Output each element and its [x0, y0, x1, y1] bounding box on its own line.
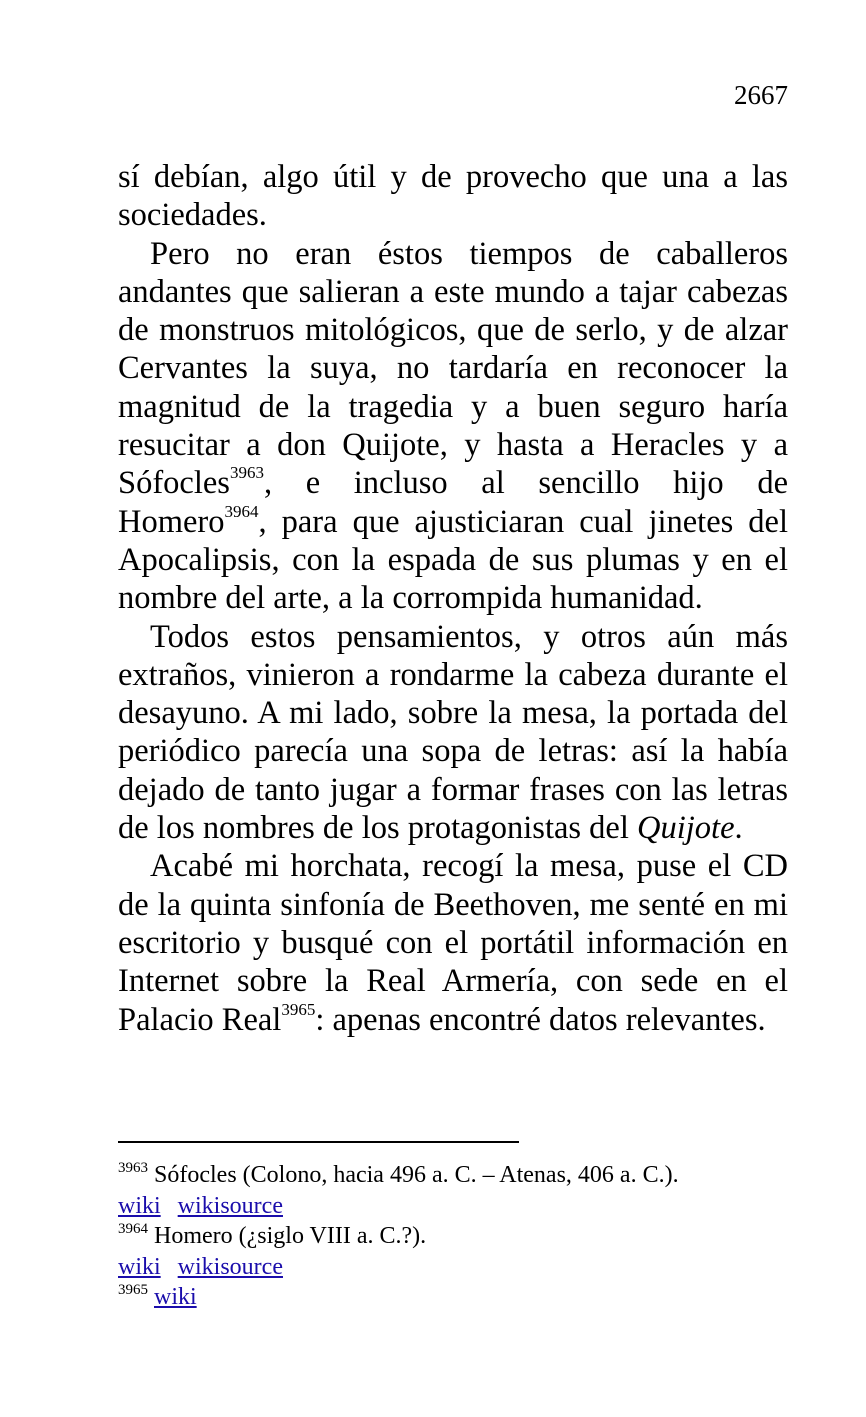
paragraph-3-text-a: Todos estos pensamientos, y otros aún más extraños, vinieron a rondarme la cabeza durante el desayuno. A mi lado, sobre la mesa, la portada del periódico parecía una sopa de letras: así la había dejado de tanto jugar a formar frases con las letras de los nombres de los protagonistas del — [118, 618, 788, 847]
wiki-link[interactable]: wiki — [118, 1192, 161, 1219]
paragraph-3 — [118, 618, 788, 848]
footnote-3964 — [118, 1221, 798, 1252]
footnote-3963 — [118, 1160, 798, 1191]
paragraph-1 — [118, 158, 788, 235]
paragraph-4-text-b: : apenas encontré datos relevantes. — [315, 1001, 766, 1038]
footnote-3965 — [118, 1282, 798, 1313]
body-text — [118, 158, 788, 1039]
footnote-ref-3965[interactable]: 3965 — [281, 999, 316, 1019]
wikisource-link[interactable]: wikisource — [177, 1192, 283, 1219]
page-number: 2667 — [734, 80, 788, 110]
wiki-link[interactable]: wiki — [118, 1253, 161, 1280]
paragraph-2 — [118, 235, 788, 618]
paragraph-3-text-b: . — [734, 810, 743, 847]
footnote-ref-3964[interactable]: 3964 — [224, 501, 259, 521]
footnote-number: 3963 — [118, 1160, 148, 1176]
footnote-number: 3965 — [118, 1282, 148, 1298]
paragraph-1-text: sí debían, algo útil y de provecho que una a las sociedades. — [118, 159, 788, 234]
footnote-3963-links — [118, 1191, 798, 1222]
paragraph-2-text-b: , e incluso al sencillo hijo de Homero — [118, 465, 788, 540]
footnote-divider — [118, 1141, 519, 1143]
footnote-number: 3964 — [118, 1221, 148, 1237]
footnote-ref-3963[interactable]: 3963 — [229, 463, 264, 483]
paragraph-2-text-a: Pero no eran éstos tiempos de caballeros andantes que salieran a este mundo a tajar cabezas de monstruos mitológicos, que de serlo, y de alzar Cervantes la suya, no tardaría en reconocer la magnitud de la tragedia y a buen seguro haría resucitar a don Quijote, y hasta a Heracles y a Sófocles — [118, 235, 788, 502]
paragraph-4 — [118, 847, 788, 1038]
paragraph-2-text-c: , para que ajusticiaran cual jinetes del Apocalipsis, con la espada de sus plumas y en el nombre del arte, a la corrompida humanidad. — [118, 503, 788, 617]
footnote-3964-links — [118, 1252, 798, 1283]
footnote-text: Homero (¿siglo VIII a. C.?). — [148, 1223, 427, 1249]
footnote-text: Sófocles (Colono, hacia 496 a. C. – Atenas, 406 a. C.). — [148, 1162, 679, 1188]
footnotes — [118, 1160, 798, 1313]
wikisource-link[interactable]: wikisource — [177, 1253, 283, 1280]
wiki-link[interactable]: wiki — [154, 1284, 197, 1310]
paragraph-4-text-a: Acabé mi horchata, recogí la mesa, puse el CD de la quinta sinfonía de Beethoven, me senté en mi escritorio y busqué con el portátil información en Internet sobre la Real Armería, con sede en el Palacio Real — [118, 848, 788, 1038]
book-title-quijote: Quijote — [637, 810, 735, 847]
